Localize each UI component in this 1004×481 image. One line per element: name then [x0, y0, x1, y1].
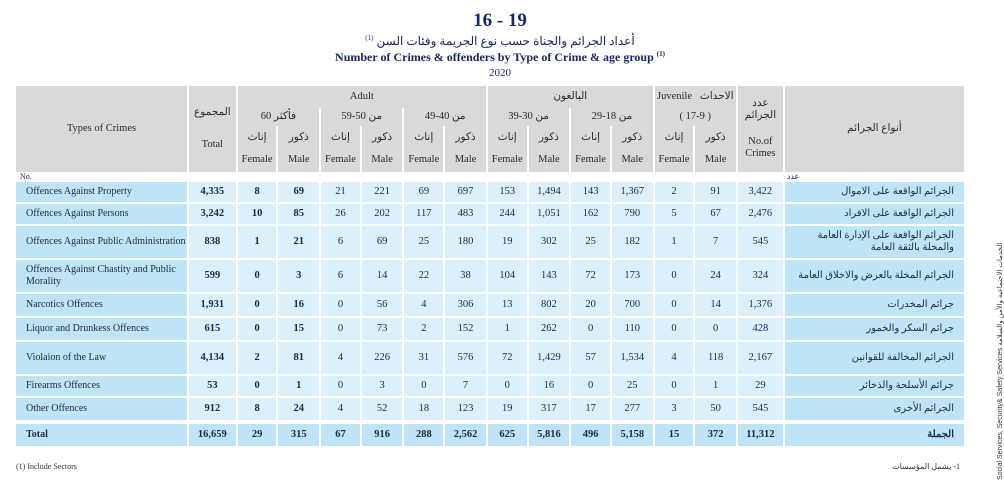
cell-f50: 0	[321, 294, 360, 318]
cell-f60: 8	[238, 398, 277, 422]
cell-m60: 3	[278, 260, 319, 294]
header-age-60: 60 فأكثر	[238, 108, 319, 126]
cell-mj: 118	[695, 342, 736, 376]
table-number: 16 - 19	[473, 10, 527, 31]
cell-f50: 21	[321, 182, 360, 204]
unit-en: No.	[16, 172, 187, 182]
cell-mj: 7	[695, 226, 736, 260]
cell-f18: 72	[571, 260, 610, 294]
table-row	[16, 398, 964, 422]
cell-m30: 16	[529, 376, 570, 398]
crime-type-ar: الجرائم الواقعة على الافراد	[785, 204, 964, 226]
cell-crimes: 324	[738, 260, 783, 294]
cell-m50: 69	[362, 226, 403, 260]
cell-m40: 576	[445, 342, 486, 376]
table-row	[16, 182, 964, 204]
cell-m40: 123	[445, 398, 486, 422]
cell-f60: 2	[238, 342, 277, 376]
cell-fj: 0	[655, 318, 694, 342]
crime-type-ar: الجملة	[785, 422, 964, 446]
cell-total: 53	[189, 376, 236, 398]
table-row	[16, 294, 964, 318]
cell-m18: 173	[612, 260, 653, 294]
total-row	[16, 422, 964, 446]
cell-m30: 1,494	[529, 182, 570, 204]
cell-f30: 244	[488, 204, 527, 226]
header-adult: Adult	[238, 86, 486, 108]
cell-m40: 152	[445, 318, 486, 342]
male-header: ذكور Male	[529, 126, 570, 172]
crime-type-en: Offences Against Persons	[16, 204, 187, 226]
cell-crimes: 545	[738, 226, 783, 260]
header-juvenile: Juvenile الاحداث	[655, 86, 736, 108]
cell-f18: 57	[571, 342, 610, 376]
male-header: ذكور Male	[695, 126, 736, 172]
cell-f60: 1	[238, 226, 277, 260]
cell-m40: 2,562	[445, 422, 486, 446]
cell-m40: 306	[445, 294, 486, 318]
cell-f40: 18	[404, 398, 443, 422]
cell-f50: 6	[321, 226, 360, 260]
header-juvenile-range: ( 17-9 )	[655, 108, 736, 126]
cell-f60: 0	[238, 376, 277, 398]
crime-type-ar: الجرائم المخالفة للقوانين	[785, 342, 964, 376]
cell-f40: 0	[404, 376, 443, 398]
cell-crimes: 2,167	[738, 342, 783, 376]
cell-mj: 67	[695, 204, 736, 226]
cell-fj: 15	[655, 422, 694, 446]
crime-type-ar: جرائم السكر والخمور	[785, 318, 964, 342]
cell-total: 599	[189, 260, 236, 294]
female-header: إناث Female	[238, 126, 277, 172]
cell-f18: 143	[571, 182, 610, 204]
cell-crimes: 545	[738, 398, 783, 422]
cell-m18: 5,158	[612, 422, 653, 446]
cell-f18: 0	[571, 318, 610, 342]
crime-type-ar: جرائم الأسلحة والذخائر	[785, 376, 964, 398]
cell-m60: 315	[278, 422, 319, 446]
header-age-50-59: من 50-59	[321, 108, 402, 126]
cell-m60: 16	[278, 294, 319, 318]
cell-f50: 67	[321, 422, 360, 446]
female-header: إناث Female	[321, 126, 360, 172]
title-english: Number of Crimes & offenders by Type of Crime & age group $^{(1)}$	[335, 50, 665, 64]
cell-m18: 25	[612, 376, 653, 398]
cell-f40: 288	[404, 422, 443, 446]
cell-f60: 0	[238, 318, 277, 342]
crime-type-en: Violaion of the Law	[16, 342, 187, 376]
cell-f60: 0	[238, 294, 277, 318]
table-row	[16, 260, 964, 294]
cell-m18: 1,534	[612, 342, 653, 376]
cell-f50: 0	[321, 318, 360, 342]
cell-m18: 700	[612, 294, 653, 318]
cell-m50: 226	[362, 342, 403, 376]
cell-m30: 317	[529, 398, 570, 422]
side-caption: Social Services, Security& Safety Services الخدمات الاجتماعية والأمن والسلامة	[997, 242, 1004, 480]
cell-m40: 483	[445, 204, 486, 226]
cell-fj: 1	[655, 226, 694, 260]
cell-m30: 302	[529, 226, 570, 260]
cell-m60: 85	[278, 204, 319, 226]
female-header: إناث Female	[571, 126, 610, 172]
header-age-30-39: من 30-39	[488, 108, 569, 126]
cell-m60: 1	[278, 376, 319, 398]
cell-f60: 8	[238, 182, 277, 204]
cell-m50: 916	[362, 422, 403, 446]
cell-m18: 1,367	[612, 182, 653, 204]
cell-m30: 262	[529, 318, 570, 342]
cell-fj: 3	[655, 398, 694, 422]
cell-f40: 4	[404, 294, 443, 318]
crime-type-en: Offences Against Property	[16, 182, 187, 204]
cell-fj: 0	[655, 294, 694, 318]
cell-f18: 0	[571, 376, 610, 398]
male-header: ذكور Male	[612, 126, 653, 172]
female-header: إناث Female	[404, 126, 443, 172]
table-row	[16, 376, 964, 398]
cell-m60: 81	[278, 342, 319, 376]
crime-type-en: Offences Against Public Administration	[16, 226, 187, 260]
cell-total: 4,134	[189, 342, 236, 376]
cell-m60: 24	[278, 398, 319, 422]
crime-type-en: Other Offences	[16, 398, 187, 422]
cell-m18: 110	[612, 318, 653, 342]
cell-crimes: 11,312	[738, 422, 783, 446]
cell-f30: 19	[488, 398, 527, 422]
cell-mj: 91	[695, 182, 736, 204]
cell-f30: 13	[488, 294, 527, 318]
cell-mj: 14	[695, 294, 736, 318]
header-types-ar: أنواع الجرائم	[785, 86, 964, 172]
header-total: المجموع Total	[189, 86, 236, 172]
crime-type-ar: الجرائم الواقعة على الاموال	[785, 182, 964, 204]
header-adult-ar: البالغون	[488, 86, 653, 108]
cell-m18: 790	[612, 204, 653, 226]
table-row	[16, 342, 964, 376]
cell-m50: 56	[362, 294, 403, 318]
cell-fj: 5	[655, 204, 694, 226]
female-header: إناث Female	[488, 126, 527, 172]
cell-m50: 73	[362, 318, 403, 342]
cell-f60: 29	[238, 422, 277, 446]
cell-fj: 0	[655, 260, 694, 294]
cell-m30: 1,051	[529, 204, 570, 226]
footnote-ar: 1- يشمل المؤسسات	[892, 462, 960, 471]
cell-total: 838	[189, 226, 236, 260]
cell-crimes: 428	[738, 318, 783, 342]
footnote-en: (1) Include Sectors	[16, 462, 77, 471]
cell-total: 912	[189, 398, 236, 422]
male-header: ذكور Male	[278, 126, 319, 172]
crime-type-ar: الجرائم الأخرى	[785, 398, 964, 422]
header-crimes: عدد الجرائم No.of Crimes	[738, 86, 783, 172]
cell-f30: 19	[488, 226, 527, 260]
cell-m60: 21	[278, 226, 319, 260]
crime-type-ar: الجرائم الواقعة على الإدارة العامة والمخلة بالثقة العامة	[785, 226, 964, 260]
cell-f60: 10	[238, 204, 277, 226]
cell-f18: 162	[571, 204, 610, 226]
crime-type-en: Offences Against Chastity and Public Morality	[16, 260, 187, 294]
male-header: ذكور Male	[445, 126, 486, 172]
table-row	[16, 204, 964, 226]
cell-m50: 202	[362, 204, 403, 226]
cell-f30: 1	[488, 318, 527, 342]
crime-type-en: Total	[16, 422, 187, 446]
crimes-table	[14, 86, 966, 446]
cell-crimes: 29	[738, 376, 783, 398]
cell-crimes: 2,476	[738, 204, 783, 226]
cell-f50: 0	[321, 376, 360, 398]
cell-f40: 25	[404, 226, 443, 260]
cell-mj: 1	[695, 376, 736, 398]
cell-m60: 69	[278, 182, 319, 204]
cell-f40: 31	[404, 342, 443, 376]
header-age-40-49: من 40-49	[404, 108, 485, 126]
cell-f30: 0	[488, 376, 527, 398]
cell-f60: 0	[238, 260, 277, 294]
cell-m18: 277	[612, 398, 653, 422]
male-header: ذكور Male	[362, 126, 403, 172]
cell-f50: 26	[321, 204, 360, 226]
title-year: 2020	[489, 67, 511, 79]
cell-f18: 17	[571, 398, 610, 422]
cell-f40: 2	[404, 318, 443, 342]
cell-m30: 5,816	[529, 422, 570, 446]
cell-total: 3,242	[189, 204, 236, 226]
cell-fj: 4	[655, 342, 694, 376]
crime-type-en: Firearms Offences	[16, 376, 187, 398]
cell-m30: 802	[529, 294, 570, 318]
crime-type-en: Liquor and Drunkess Offences	[16, 318, 187, 342]
cell-f30: 625	[488, 422, 527, 446]
cell-f40: 22	[404, 260, 443, 294]
cell-f30: 72	[488, 342, 527, 376]
cell-f50: 4	[321, 398, 360, 422]
cell-mj: 24	[695, 260, 736, 294]
cell-f50: 4	[321, 342, 360, 376]
cell-f40: 69	[404, 182, 443, 204]
cell-m18: 182	[612, 226, 653, 260]
cell-crimes: 1,376	[738, 294, 783, 318]
cell-m40: 697	[445, 182, 486, 204]
cell-f18: 20	[571, 294, 610, 318]
crime-type-ar: الجرائم المخلة بالعرض والاخلاق العامة	[785, 260, 964, 294]
header-types-en: Types of Crimes	[16, 86, 187, 172]
cell-m50: 3	[362, 376, 403, 398]
cell-f30: 153	[488, 182, 527, 204]
header-age-18-29: من 18-29	[571, 108, 652, 126]
cell-f50: 6	[321, 260, 360, 294]
title-arabic: أعداد الجرائم والجناة حسب نوع الجريمة وفئات السن $^{(1)}$	[365, 34, 635, 48]
cell-fj: 0	[655, 376, 694, 398]
cell-f18: 496	[571, 422, 610, 446]
cell-f30: 104	[488, 260, 527, 294]
cell-m40: 38	[445, 260, 486, 294]
cell-total: 4,335	[189, 182, 236, 204]
female-header: إناث Female	[655, 126, 694, 172]
crime-type-ar: جرائم المخدرات	[785, 294, 964, 318]
cell-total: 1,931	[189, 294, 236, 318]
cell-mj: 0	[695, 318, 736, 342]
table-row	[16, 318, 964, 342]
crime-type-en: Narcotics Offences	[16, 294, 187, 318]
cell-f18: 25	[571, 226, 610, 260]
cell-m50: 221	[362, 182, 403, 204]
cell-fj: 2	[655, 182, 694, 204]
cell-total: 16,659	[189, 422, 236, 446]
cell-f40: 117	[404, 204, 443, 226]
cell-m40: 7	[445, 376, 486, 398]
cell-m40: 180	[445, 226, 486, 260]
cell-m50: 14	[362, 260, 403, 294]
cell-m60: 15	[278, 318, 319, 342]
unit-ar: عدد	[785, 172, 964, 182]
cell-m30: 1,429	[529, 342, 570, 376]
cell-mj: 372	[695, 422, 736, 446]
cell-mj: 50	[695, 398, 736, 422]
table-row	[16, 226, 964, 260]
cell-m50: 52	[362, 398, 403, 422]
cell-crimes: 3,422	[738, 182, 783, 204]
cell-m30: 143	[529, 260, 570, 294]
cell-total: 615	[189, 318, 236, 342]
